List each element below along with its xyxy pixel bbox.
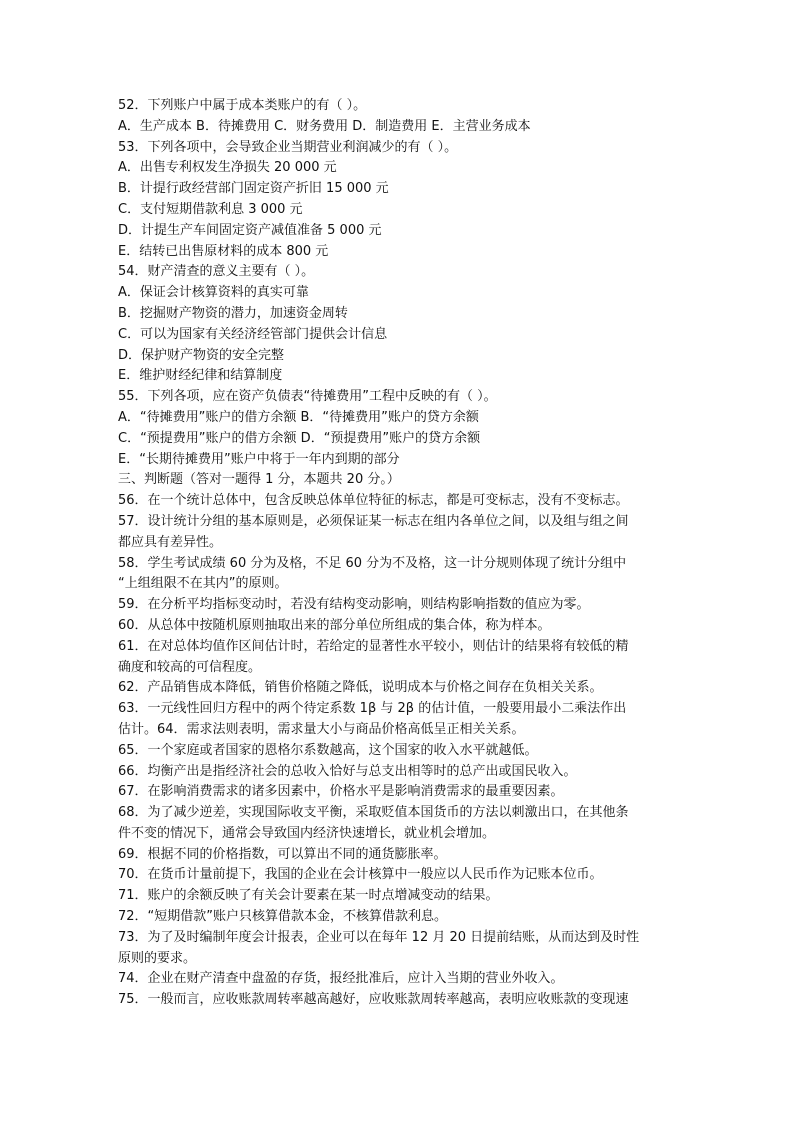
text-line: C．支付短期借款利息 3 000 元 — [118, 201, 303, 217]
text-line: 56．在一个统计总体中，包含反映总体单位特征的标志，都是可变标志，没有不变标志。 — [118, 493, 629, 509]
text-line: A．保证会计核算资料的真实可靠 — [118, 285, 309, 301]
text-line: B．挖掘财产物资的潜力，加速资金周转 — [118, 305, 348, 321]
text-line: 59．在分析平均指标变动时，若没有结构变动影响，则结构影响指数的值应为零。 — [118, 597, 590, 613]
text-line: 69．根据不同的价格指数，可以算出不同的通货膨胀率。 — [118, 846, 447, 862]
text-line: 53．下列各项中，会导致企业当期营业利润减少的有（ ）。 — [118, 139, 458, 155]
text-line: 71．账户的余额反映了有关会计要素在某一时点增减变动的结果。 — [118, 888, 499, 904]
text-line: 都应具有差异性。 — [118, 534, 223, 550]
text-line: C．“预提费用”账户的借方余额 D．“预提费用”账户的贷方余额 — [118, 430, 481, 446]
text-line: 件不变的情况下，通常会导致国内经济快速增长，就业机会增加。 — [118, 825, 496, 841]
text-line: 58．学生考试成绩 60 分为及格，不足 60 分为不及格，这一计分规则体现了统计分组中 — [118, 555, 627, 571]
text-line: E．结转已出售原材料的成本 800 元 — [118, 243, 329, 259]
text-line: “上组组限不在其内”的原则。 — [118, 576, 288, 592]
text-line: 55．下列各项，应在资产负债表“待摊费用”工程中反映的有（ ）。 — [118, 389, 497, 405]
text-line: C．可以为国家有关经济经管部门提供会计信息 — [118, 326, 388, 342]
text-line: 57．设计统计分组的基本原则是，必须保证某一标志在组内各单位之间，以及组与组之间 — [118, 513, 629, 529]
text-line: 66．均衡产出是指经济社会的总收入恰好与总支出相等时的总产出或国民收入。 — [118, 763, 577, 779]
text-line: E．维护财经纪律和结算制度 — [118, 368, 283, 384]
text-line: 68．为了减少逆差，实现国际收支平衡，采取贬值本国货币的方法以刺激出口，在其他条 — [118, 805, 629, 821]
text-line: A．出售专利权发生净损失 20 000 元 — [118, 160, 337, 176]
text-line: 74．企业在财产清查中盘盈的存货，报经批准后，应计入当期的营业外收入。 — [118, 971, 564, 987]
text-line: 65．一个家庭或者国家的恩格尔系数越高，这个国家的收入水平就越低。 — [118, 742, 538, 758]
text-line: 63．一元线性回归方程中的两个待定系数 1β 与 2β 的估计值，一般要用最小二乘法作出 — [118, 701, 627, 717]
text-line: E．“长期待摊费用”账户中将于一年内到期的部分 — [118, 451, 400, 467]
text-line: 原则的要求。 — [118, 950, 197, 966]
section-heading: 三、判断题（答对一题得 1 分，本题共 20 分。） — [118, 472, 400, 488]
document-page — [118, 96, 678, 1011]
text-line: 确度和较高的可信程度。 — [118, 659, 262, 675]
text-line: 61．在对总体均值作区间估计时，若给定的显著性水平较小，则估计的结果将有较低的精 — [118, 638, 629, 654]
text-line: D．保护财产物资的安全完整 — [118, 347, 285, 363]
text-line: 62．产品销售成本降低，销售价格随之降低，说明成本与价格之间存在负相关关系。 — [118, 680, 603, 696]
text-line: 67．在影响消费需求的诸多因素中，价格水平是影响消费需求的最重要因素。 — [118, 784, 564, 800]
text-line: A．生产成本 B．待摊费用 C．财务费用 D．制造费用 E．主营业务成本 — [118, 118, 531, 134]
text-line: D．计提生产车间固定资产减值准备 5 000 元 — [118, 222, 382, 238]
text-line: 估计。64．需求法则表明，需求量大小与商品价格高低呈正相关关系。 — [118, 721, 525, 737]
text-line: 73．为了及时编制年度会计报表，企业可以在每年 12 月 20 日提前结账，从而达到及时性 — [118, 929, 640, 945]
text-line: 60．从总体中按随机原则抽取出来的部分单位所组成的集合体，称为样本。 — [118, 617, 551, 633]
text-line: 72．“短期借款”账户只核算借款本金，不核算借款利息。 — [118, 909, 448, 925]
text-line: 70．在货币计量前提下，我国的企业在会计核算中一般应以人民币作为记账本位币。 — [118, 867, 603, 883]
text-line: B．计提行政经营部门固定资产折旧 15 000 元 — [118, 181, 389, 197]
text-line: 75．一般而言，应收账款周转率越高越好，应收账款周转率越高，表明应收账款的变现速 — [118, 992, 629, 1008]
text-line: A．“待摊费用”账户的借方余额 B．“待摊费用”账户的贷方余额 — [118, 409, 479, 425]
text-line: 54．财产清查的意义主要有（ ）。 — [118, 264, 315, 280]
text-line: 52．下列账户中属于成本类账户的有（ ）。 — [118, 98, 367, 113]
